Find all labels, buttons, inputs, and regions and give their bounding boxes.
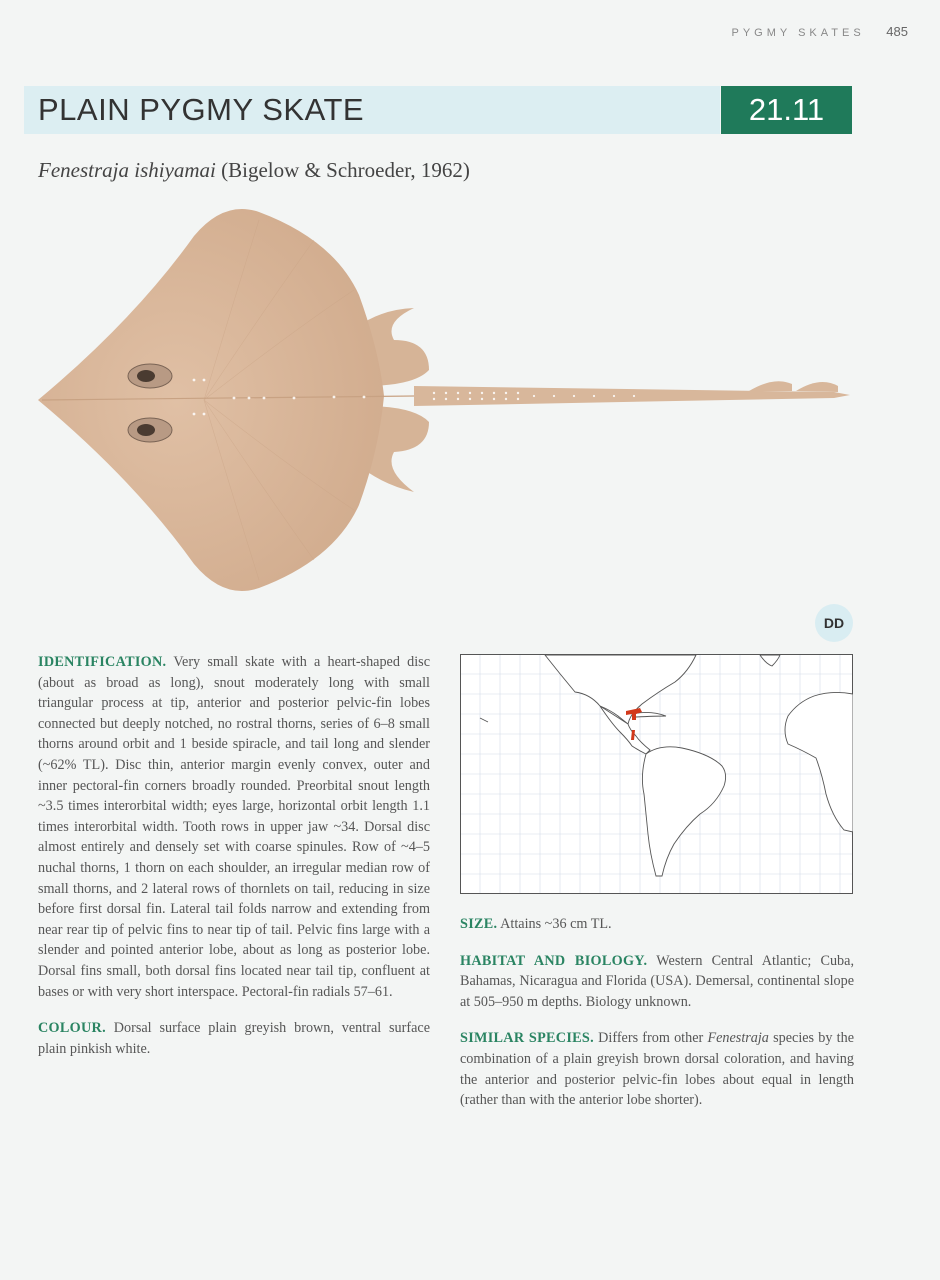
scientific-name-authority: (Bigelow & Schroeder, 1962) (221, 158, 470, 182)
right-column (460, 914, 854, 1127)
dorsal-fin-1 (749, 381, 792, 391)
distribution-map (460, 654, 853, 894)
colour-heading: COLOUR. (38, 1020, 106, 1037)
running-head-section: PYGMY SKATES (731, 27, 865, 39)
running-head (731, 24, 908, 39)
size-heading: SIZE. (460, 916, 498, 932)
size-section (460, 914, 854, 935)
habitat-heading: HABITAT AND BIOLOGY. (460, 952, 648, 969)
title-band (24, 86, 720, 134)
page-title: PLAIN PYGMY SKATE (38, 92, 365, 127)
habitat-section (460, 951, 854, 1013)
habitat-text: Western Central Atlantic; Cuba, Bahamas, Nicaragua and Florida (USA). Demersal, continental slope at 505–950 m depths. Biology unknown. (460, 952, 854, 1010)
left-column (38, 652, 430, 1075)
identification-section (38, 652, 430, 1002)
identification-heading: IDENTIFICATION. (38, 654, 167, 670)
scientific-name-binomial: Fenestraja ishiyamai (38, 158, 216, 182)
scientific-name (38, 158, 470, 183)
species-number: 21.11 (721, 86, 852, 134)
colour-section (38, 1018, 430, 1059)
similar-species-section (460, 1028, 854, 1110)
colour-text: Dorsal surface plain greyish brown, ventral surface plain pinkish white. (38, 1020, 430, 1057)
similar-species-heading: SIMILAR SPECIES. (460, 1030, 594, 1047)
identification-text: Very small skate with a heart-shaped disc (about as broad as long), snout moderately long with small triangular process at tip, anterior and posterior pelvic-fin lobes connected but deeply notched, no rostral thorns, series of 6–8 small thorns around orbit and 1 beside spiracle, and tail long and slender (~62% TL). Disc thin, anterior margin evenly convex, outer and inner pectoral-fin corners broadly rounded. Preorbital snout length ~3.5 times interorbital width; eyes large, horizontal orbit length 1.1 times interorbital width. Tooth rows in upper jaw ~34. Dorsal disc almost entirely and densely set with coarse spinules. Row of ~4–5 nuchal thorns, 1 thorn on each shoulder, an irregular median row of small thorns, and 2 lateral rows of thornlets on tail, reducing in size before first dorsal fin. Lateral tail folds narrow and extending from near rear tip of pelvic fins to near tip of tail. Pelvic fins large with a slender and pointed anterior lobe, about as long as posterior lobe. Dorsal fins small, both dorsal fins located near tail tip, confluent at bases or with very short interspace. Pectoral-fin radials 57–61. (38, 654, 430, 1000)
page-number: 485 (886, 24, 908, 39)
similar-species-genus: Fenestraja (707, 1030, 769, 1047)
dorsal-fin-2 (796, 382, 838, 392)
size-text: Attains ~36 cm TL. (500, 916, 612, 932)
similar-species-text-before: Differs from other (598, 1030, 704, 1047)
similar-species-text-after: species by the combination of a plain greyish brown dorsal coloration, and having the anterior and posterior pelvic-fin lobes about equal in length (rather than with the anterior lobe shorter). (460, 1030, 855, 1109)
skate-illustration (34, 200, 854, 600)
status-badge: DD (815, 604, 853, 642)
